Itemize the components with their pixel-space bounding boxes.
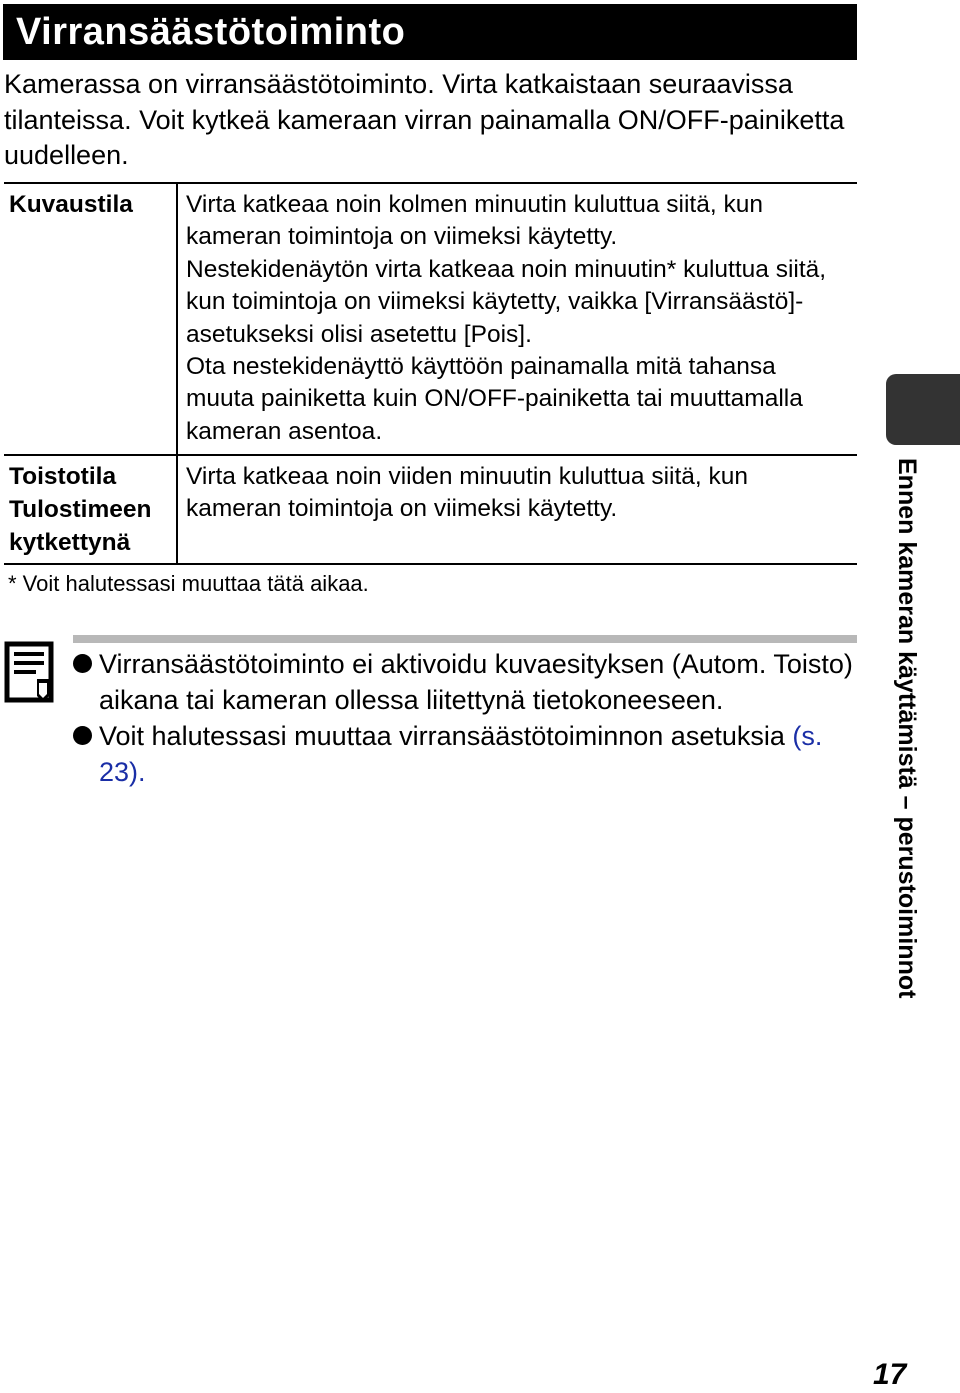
- note-text: Virransäästötoiminto ei aktivoidu kuvaesityksen (Autom. Toisto) aikana tai kameran ollessa liitettynä tietokoneeseen.: [99, 649, 853, 715]
- page-number: 17: [873, 1358, 907, 1391]
- note-list: [73, 646, 873, 790]
- note-text: Voit halutessasi muuttaa virransäästötoiminnon asetuksia: [99, 721, 793, 751]
- bullet-icon: [73, 726, 92, 745]
- description-paragraph: Virta katkeaa noin viiden minuutin kuluttua siitä, kun kameran toimintoja on viimeksi käytetty.: [186, 463, 749, 523]
- mode-label-line: kytkettynä: [9, 529, 131, 556]
- table-bottom-rule: [4, 563, 857, 565]
- table-column-divider: [176, 182, 178, 565]
- bullet-icon: [73, 654, 92, 673]
- intro-paragraph: Kamerassa on virransäästötoiminto. Virta katkaistaan seuraavissa tilanteissa. Voit kytkeä kameraan virran painamalla ON/OFF-painiketta uudelleen.: [4, 69, 845, 170]
- mode-description-shooting: [186, 189, 846, 448]
- note-item: [73, 646, 873, 718]
- description-paragraph: Nestekidenäytön virta katkeaa noin minuutin* kuluttua siitä, kun toimintoja on viimeksi käytetty, vaikka [Virransäästö]-asetukseksi olisi asetettu [Pois].: [186, 255, 827, 348]
- chapter-tab-marker: [886, 374, 960, 445]
- description-paragraph: Virta katkeaa noin kolmen minuutin kuluttua siitä, kun kameran toimintoja on viimeksi käytetty.: [186, 191, 763, 251]
- note-item: [73, 718, 873, 790]
- chapter-title: Ennen kameran käyttämistä – perustoiminnot: [893, 458, 921, 999]
- description-paragraph: Ota nestekidenäyttö käyttöön painamalla mitä tahansa muuta painiketta kuin ON/OFF-painiketta tai muuttamalla kameran asentoa.: [186, 353, 803, 445]
- mode-label-line: Toistotila: [9, 463, 117, 490]
- footnote: * Voit halutessasi muuttaa tätä aikaa.: [8, 571, 369, 596]
- page-title: Virransäästötoiminto: [3, 4, 857, 60]
- mode-label-line: Kuvaustila: [9, 191, 133, 218]
- page-reference-link[interactable]: (s. 23).: [99, 721, 823, 787]
- mode-description-playback: [186, 461, 846, 526]
- mode-label-playback: [9, 460, 151, 559]
- table-top-rule: [4, 182, 857, 184]
- mode-label-line: Tulostimeen: [9, 496, 152, 523]
- note-separator-bar: [73, 635, 857, 643]
- memo-icon: [4, 641, 58, 703]
- mode-label-shooting: [9, 188, 133, 221]
- table-row-divider: [4, 454, 857, 456]
